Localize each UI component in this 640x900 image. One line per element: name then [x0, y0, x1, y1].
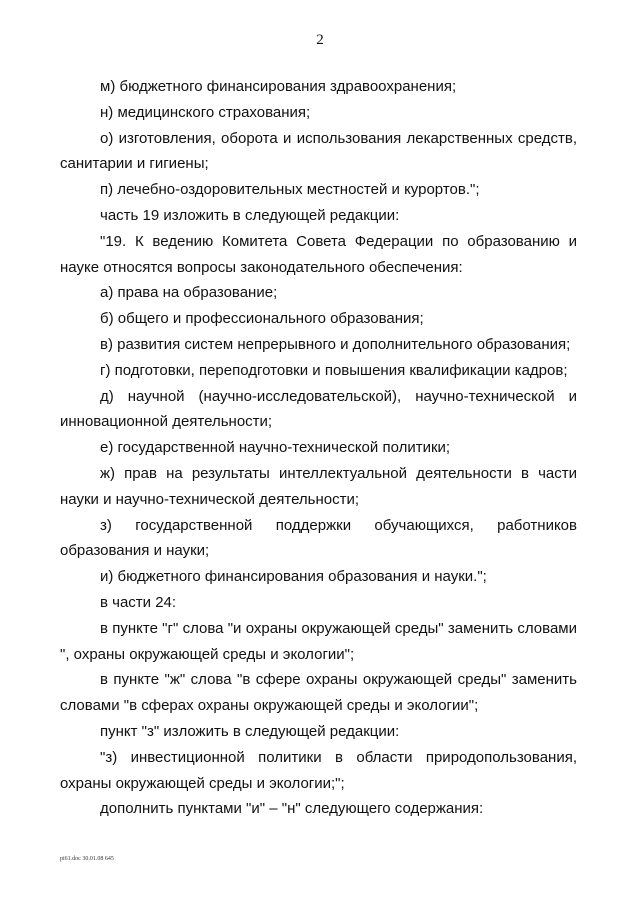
paragraph-a: а) права на образование; [100, 284, 278, 302]
document-body [60, 74, 577, 822]
file-footer: pi61.doc 30.01.08 645 [60, 856, 114, 862]
paragraph-part-19-intro: часть 19 изложить в следующей редакции: [100, 206, 400, 224]
paragraph-m: м) бюджетного финансирования здравоохранения; [100, 78, 457, 95]
paragraph-v: в) развития систем непрерывного и дополнительного образования; [100, 335, 571, 353]
paragraph-p: п) лечебно-оздоровительных местностей и курортов."; [100, 181, 480, 199]
paragraph-z: з) государственной поддержки обучающихся, работников образования и науки; [60, 516, 577, 560]
paragraph-point-zh-edit: в пункте "ж" слова "в сфере охраны окружающей среды" заменить словами "в сферах охраны окружающей среды и экологии"; [60, 671, 577, 715]
paragraph-i: и) бюджетного финансирования образования и науки."; [100, 568, 487, 586]
paragraph-d: д) научной (научно-исследовательской), научно-технической и инновационной деятельности; [60, 387, 577, 431]
paragraph-part-24: в части 24: [100, 593, 177, 611]
paragraph-b: б) общего и профессионального образования; [100, 310, 424, 328]
paragraph-g: г) подготовки, переподготовки и повышения квалификации кадров; [100, 361, 568, 379]
paragraph-point-z-intro: пункт "з" изложить в следующей редакции: [100, 722, 400, 740]
paragraph-zh: ж) прав на результаты интеллектуальной деятельности в части науки и научно-технической деятельности; [60, 464, 577, 508]
paragraph-n: н) медицинского страхования; [100, 103, 311, 121]
paragraph-point-z-text: "з) инвестиционной политики в области природопользования, охраны окружающей среды и экологии;"; [60, 748, 577, 792]
paragraph-o: о) изготовления, оборота и использования лекарственных средств, санитарии и гигиены; [60, 129, 577, 173]
paragraph-add-points: дополнить пунктами "и" – "н" следующего содержания: [100, 800, 484, 818]
page-number: 2 [316, 32, 324, 48]
paragraph-point-g-edit: в пункте "г" слова "и охраны окружающей среды" заменить словами ", охраны окружающей среды и экологии"; [60, 619, 577, 663]
paragraph-part-19: "19. К ведению Комитета Совета Федерации по образованию и науке относятся вопросы законодательного обеспечения: [60, 232, 577, 276]
paragraph-e: е) государственной научно-технической политики; [100, 439, 451, 457]
